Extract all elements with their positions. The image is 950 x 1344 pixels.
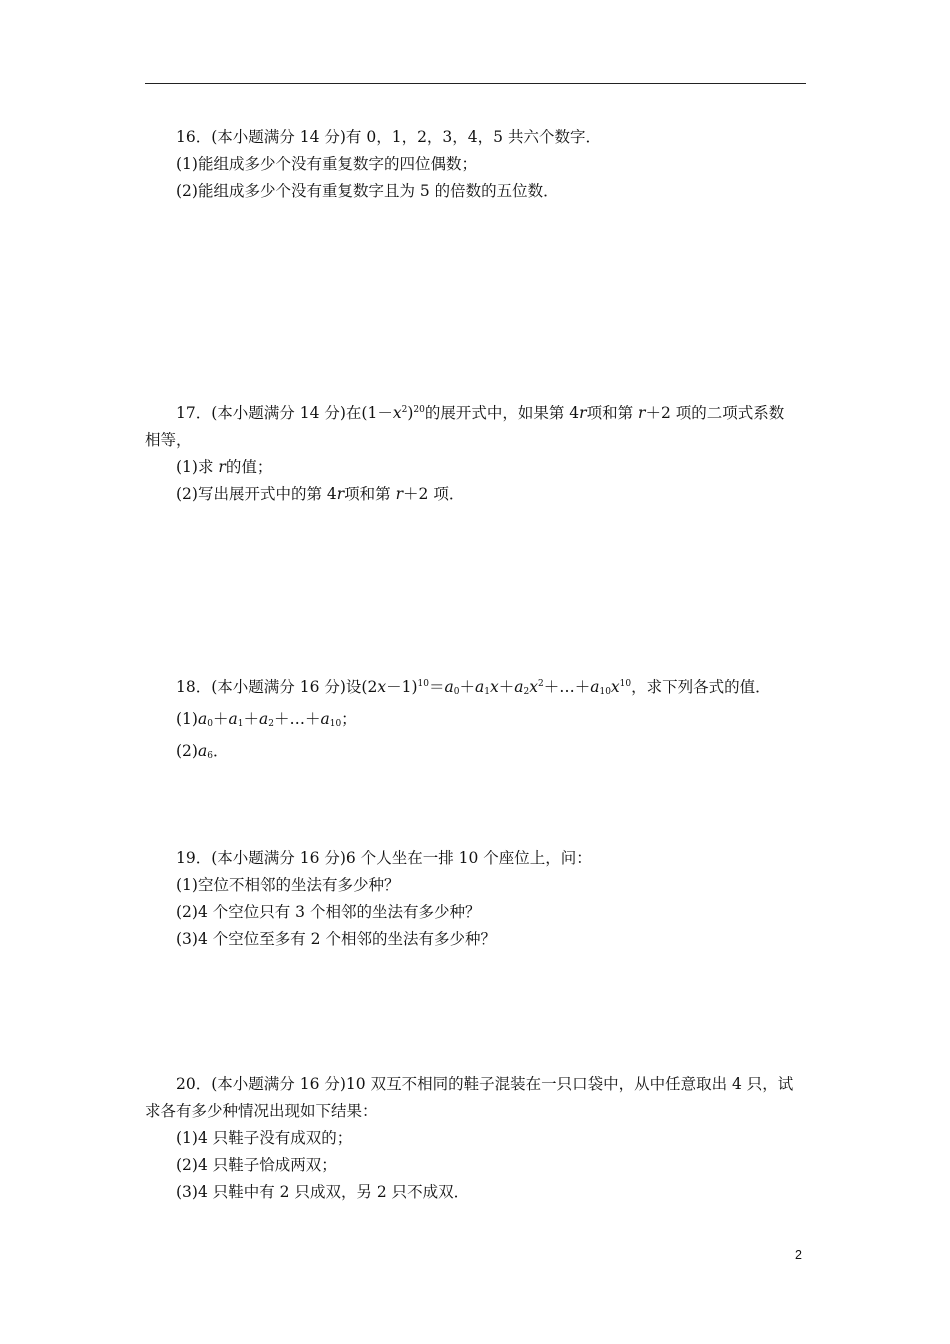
problem-score: ．(本小题满分 16 分) (195, 678, 346, 696)
problem-part: (1)能组成多少个没有重复数字的四位偶数； (176, 155, 477, 173)
variable-r: r (336, 485, 345, 503)
problem-text: 6 个人坐在一排 10 个座位上，问： (345, 849, 592, 867)
problem-part: (2)写出展开式中的第 4r项和第 r＋2 项． (176, 485, 465, 503)
problem-18 (145, 671, 806, 770)
problem-19 (145, 845, 806, 953)
problem-part: (2)能组成多少个没有重复数字且为 5 的倍数的五位数． (176, 182, 559, 200)
problem-part: (2)4 个空位只有 3 个相邻的坐法有多少种？ (176, 903, 481, 921)
problem-score: ．(本小题满分 16 分) (195, 849, 346, 867)
problem-20 (145, 1071, 806, 1206)
variable-x: x (392, 404, 402, 422)
problem-stem (145, 124, 806, 151)
problem-number: 18 (176, 678, 196, 696)
problem-part: (1)4 只鞋子没有成双的； (176, 1129, 353, 1147)
problem-stem (145, 845, 806, 872)
problem-number: 16 (176, 128, 196, 146)
variable-r: r (579, 404, 587, 422)
problem-part: $(2)a_6$． (176, 742, 229, 761)
variable-r: r (218, 458, 226, 476)
problem-number: 20 (176, 1075, 196, 1093)
problem-number: 17 (176, 404, 196, 422)
problem-score: ．(本小题满分 14 分) (195, 128, 346, 146)
page-number: 2 (795, 1248, 802, 1262)
problem-17 (145, 397, 806, 508)
problem-text: 有 0，1，2，3，4，5 共六个数字． (345, 128, 601, 146)
problem-stem-continued: 求各有多少种情况出现如下结果： (145, 1102, 378, 1120)
problem-score: ．(本小题满分 16 分) (195, 1075, 346, 1093)
problem-part: (1)空位不相邻的坐法有多少种？ (176, 876, 400, 894)
problem-stem-continued: 相等， (145, 431, 192, 449)
variable-r: r (638, 404, 646, 422)
problem-16 (145, 124, 806, 205)
variable-r: r (395, 485, 404, 503)
problem-part: (1)求 r的值； (176, 458, 273, 476)
problem-part: $(1)a_0+a_1+a_2+\dots+a_{10}$； (176, 710, 357, 729)
problem-stem (145, 1071, 806, 1098)
problem-part: (3)4 只鞋中有 2 只成双，另 2 只不成双． (176, 1183, 470, 1201)
header-rule (145, 83, 806, 84)
problem-stem: 17．(本小题满分 14 分)在$(1-x^2)^{20}$的展开式中，如果第 4r项和第 r＋2 项的二项式系数 (176, 404, 785, 422)
problem-stem: 18．(本小题满分 16 分)设$(2x-1)^{10}=a_0+a_1x+a_2x^2+\dots+a_{10}x^{10}$，求下列各式的值． (176, 678, 771, 697)
problem-score: ．(本小题满分 14 分) (195, 404, 346, 422)
problem-part: (3)4 个空位至多有 2 个相邻的坐法有多少种？ (176, 930, 496, 948)
problem-number: 19 (176, 849, 196, 867)
problem-text: 10 双互不相同的鞋子混装在一只口袋中，从中任意取出 4 只，试 (345, 1075, 794, 1093)
problem-part: (2)4 只鞋子恰成两双； (176, 1156, 337, 1174)
